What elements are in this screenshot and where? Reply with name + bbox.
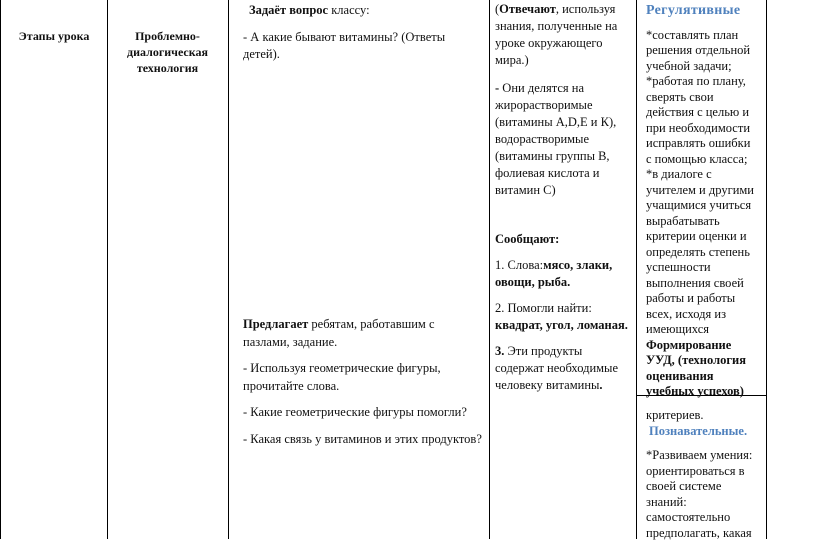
teacher-task xyxy=(243,316,487,448)
teacher-offer-text: ребятам, работавшим с xyxy=(308,317,434,331)
formation-line: оценивания xyxy=(646,369,766,385)
regulative-line: *в диалоге с xyxy=(646,167,766,183)
student-report-line: 2. Помогли найти: xyxy=(495,300,635,317)
technology-header xyxy=(110,28,225,76)
teacher-activity xyxy=(243,2,487,64)
regulative-line: определять степень xyxy=(646,245,766,261)
regulative-line: *работая по плану, xyxy=(646,74,766,90)
student-answer-line: (витамины А,D,Е и К), xyxy=(495,114,635,131)
student-report-shapes: квадрат, угол, ломаная. xyxy=(495,318,628,332)
regulative-line: критерии оценки и xyxy=(646,229,766,245)
cognitive-line: знаний: xyxy=(646,495,766,511)
table-border-left xyxy=(0,0,1,539)
student-report-label: Сообщают: xyxy=(495,232,559,246)
teacher-offer-label: Предлагает xyxy=(243,317,308,331)
technology-header-line: диалогическая xyxy=(110,44,225,60)
student-report xyxy=(495,231,635,394)
cognitive-line: своей системе xyxy=(646,479,766,495)
regulative-line: имеющихся xyxy=(646,322,766,338)
regulative-line: всех, исходя из xyxy=(646,307,766,323)
student-answer-label: - xyxy=(495,81,499,95)
uud-cognitive xyxy=(646,408,766,541)
student-answer-line: (витамины группы В, xyxy=(495,148,635,165)
student-report-text: Эти продукты xyxy=(504,344,582,358)
cognitive-line: ориентироваться в xyxy=(646,464,766,480)
regulative-line: решения отдельной xyxy=(646,43,766,59)
student-answer-line: уроке окружающего xyxy=(495,35,635,52)
teacher-task-line: - Какая связь у витаминов и этих продуктов? xyxy=(243,431,487,449)
cognitive-line: самостоятельно xyxy=(646,510,766,526)
criteria-text: критериев. xyxy=(646,408,766,424)
cognitive-line: предполагать, какая xyxy=(646,526,766,541)
regulative-line: вырабатывать xyxy=(646,214,766,230)
regulative-line: учебной задачи; xyxy=(646,59,766,75)
regulative-line: успешности xyxy=(646,260,766,276)
formation-line: учебных успехов) xyxy=(646,384,766,400)
regulative-list xyxy=(646,28,766,338)
regulative-line: с помощью класса; xyxy=(646,152,766,168)
student-report-text: 1. Слова: xyxy=(495,258,543,272)
student-activity xyxy=(495,1,635,199)
stage-header-text: Этапы урока xyxy=(19,29,90,43)
teacher-task-line: - Используя геометрические фигуры, xyxy=(243,360,487,378)
regulative-line: *составлять план xyxy=(646,28,766,44)
student-answer-text: ( xyxy=(495,2,499,16)
student-report-text: человеку витамины xyxy=(495,378,599,392)
regulative-line: при необходимости xyxy=(646,121,766,137)
student-answer-line: знания, полученные на xyxy=(495,18,635,35)
student-report-number: 3. xyxy=(495,344,504,358)
student-answer-line: жирорастворимые xyxy=(495,97,635,114)
teacher-task-line: прочитайте слова. xyxy=(243,378,487,396)
teacher-question-text: классу: xyxy=(328,3,369,17)
uud-formation xyxy=(646,338,766,400)
student-answer-line: витамин С) xyxy=(495,182,635,199)
regulative-line: учителем и другими xyxy=(646,183,766,199)
column-divider xyxy=(766,0,767,539)
student-report-words: мясо, злаки, xyxy=(543,258,612,272)
column-divider xyxy=(228,0,229,539)
teacher-question-label: Задаёт вопрос xyxy=(249,3,328,17)
cognitive-list xyxy=(646,448,766,541)
student-answer-line: мира.) xyxy=(495,52,635,69)
regulative-line: выполнения своей xyxy=(646,276,766,292)
cognitive-title: Познавательные. xyxy=(649,424,766,440)
technology-header-line: Проблемно- xyxy=(110,28,225,44)
teacher-offer-line: пазлами, задание. xyxy=(243,334,487,352)
regulative-line: учащимися учиться xyxy=(646,198,766,214)
student-answer-line: водорастворимые xyxy=(495,131,635,148)
regulative-title: Регулятивные xyxy=(646,3,766,19)
student-report-line: содержат необходимые xyxy=(495,360,635,377)
stage-header xyxy=(4,28,104,44)
student-answer-text: Они делятся на xyxy=(499,81,584,95)
column-divider xyxy=(489,0,490,539)
student-answer-line: фолиевая кислота и xyxy=(495,165,635,182)
student-report-text: . xyxy=(599,378,602,392)
student-answer-text: , используя xyxy=(556,2,616,16)
student-answer-label: Отвечают xyxy=(499,2,556,16)
column-divider xyxy=(636,0,637,539)
regulative-line: работы и работы xyxy=(646,291,766,307)
uud-regulative xyxy=(646,3,766,400)
teacher-question-line: - А какие бывают витамины? (Ответы xyxy=(243,29,487,47)
teacher-task-line: - Какие геометрические фигуры помогли? xyxy=(243,404,487,422)
formation-line: УУД, (технология xyxy=(646,353,766,369)
cognitive-line: *Развиваем умения: xyxy=(646,448,766,464)
regulative-line: исправлять ошибки xyxy=(646,136,766,152)
column-divider xyxy=(107,0,108,539)
formation-line: Формирование xyxy=(646,338,766,354)
teacher-question-line: детей). xyxy=(243,46,487,64)
technology-header-line: технология xyxy=(110,60,225,76)
regulative-line: сверять свои xyxy=(646,90,766,106)
regulative-line: действия с целью и xyxy=(646,105,766,121)
student-report-words: овощи, рыба. xyxy=(495,275,570,289)
